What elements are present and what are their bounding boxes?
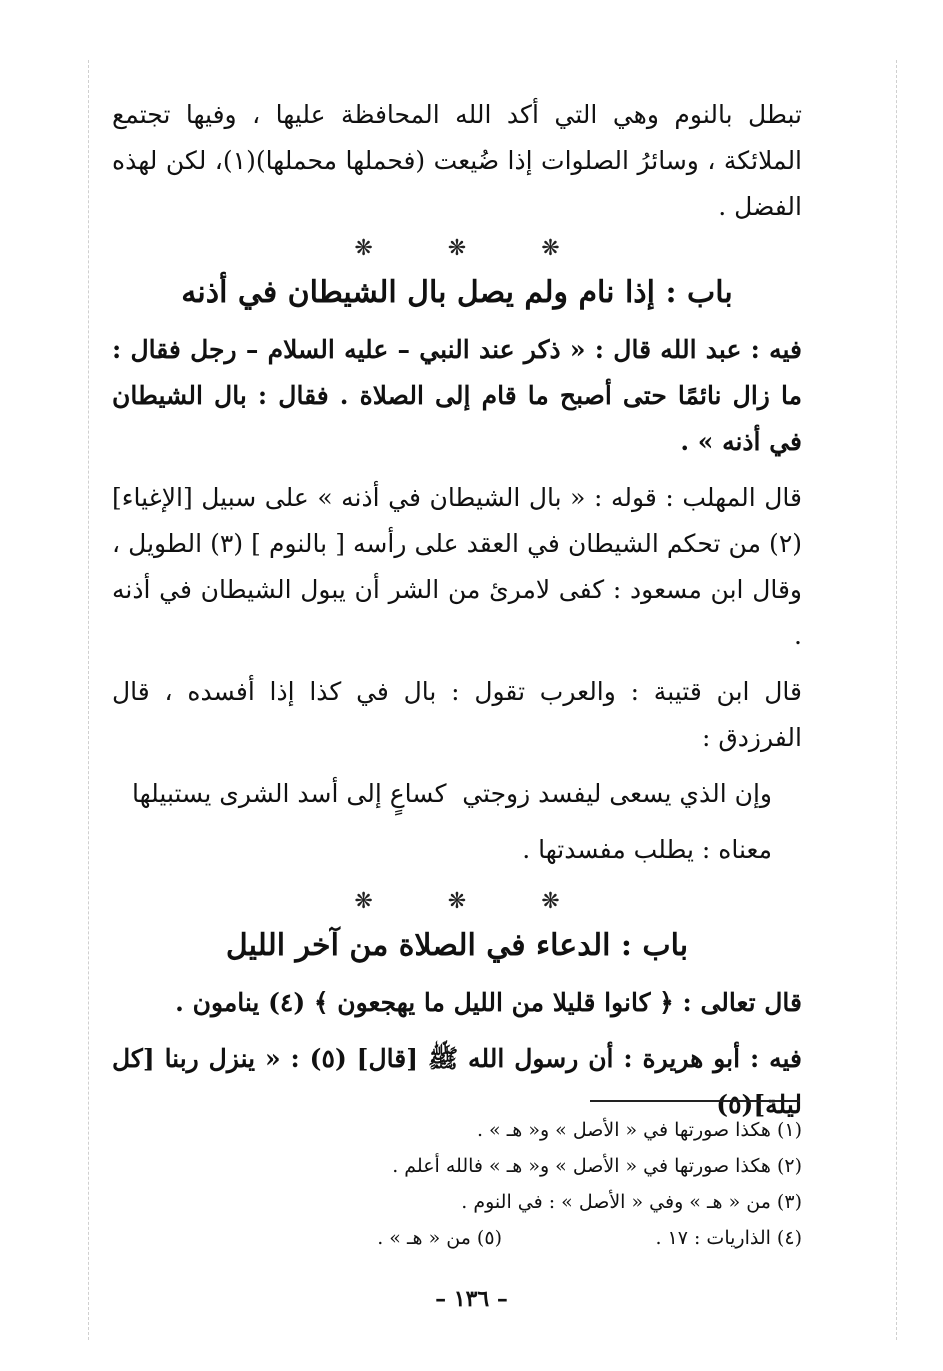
footnote-divider [590,1100,800,1102]
commentary-paragraph-1: قال المهلب : قوله : « بال الشيطان في أذنه » على سبيل [الإغياء](٢) من تحكم الشيطان في العقد على رأسه [ بالنوم ] (٣) الطويل ، وقال ابن مسعود : كفى لامرئ من الشر أن يبول الشيطان في أذنه . [112,483,803,650]
verse-second-hemistich: كساعٍ إلى أسد الشرى يستبيلها [132,779,447,808]
verse-explanation: معناه : يطلب مفسدتها . [522,835,772,864]
footnote-1: (١) هكذا صورتها في « الأصل » و« هـ » . [476,1119,802,1141]
star-ornament: ❋ [541,889,560,914]
footnote-5: (٥) من « هـ » . [377,1227,502,1249]
chapter-heading-1: باب : إذا نام ولم يصل بال الشيطان في أذنه [181,275,733,310]
footnotes [112,1112,802,1256]
opening-paragraph: تبطل بالنوم وهي التي أكد الله المحافظة عليها ، وفيها تجتمع الملائكة ، وسائرُ الصلوات إذا ضُيعت (فحملها محملها)(١)، لكن لهذه الفضل . [112,100,803,221]
left-margin-guide [88,60,89,1340]
section-separator-1 [112,236,802,261]
star-ornament: ❋ [447,889,467,914]
star-ornament: ❋ [447,236,467,261]
hadith-text-2: فيه : أبو هريرة : أن رسول الله ﷺ [قال] (٥) : « ينزل ربنا [كل ليلة](٥) [112,1044,802,1119]
quran-quote: قال تعالى : ﴿ كانوا قليلا من الليل ما يهجعون ﴾ (٤) ينامون . [175,988,802,1017]
main-text-column [112,92,802,1128]
right-margin-guide [896,60,897,1340]
footnote-3: (٣) من « هـ » وفي « الأصل » : في النوم . [461,1191,802,1213]
commentary-paragraph-2: قال ابن قتيبة : والعرب تقول : بال في كذا إذا أفسده ، قال الفرزدق : [112,677,802,752]
footnote-4: (٤) الذاريات : ١٧ . [655,1227,802,1249]
star-ornament: ❋ [354,236,373,261]
verse-first-hemistich: وإن الذي يسعى ليفسد زوجتي [462,779,772,808]
section-separator-2 [112,889,802,914]
footnote-2: (٢) هكذا صورتها في « الأصل » و« هـ » فالله أعلم . [392,1155,802,1177]
poetry-verse [112,771,802,817]
page-number: – ١٣٦ – [435,1286,508,1312]
star-ornament: ❋ [541,236,560,261]
footnote-row-4-5 [112,1220,802,1256]
star-ornament: ❋ [354,889,373,914]
hadith-text-1: فيه : عبد الله قال : « ذكر عند النبي – عليه السلام – رجل فقال : ما زال نائمًا حتى أصبح ما قام إلى الصلاة . فقال : بال الشيطان في أذنه » . [112,335,802,456]
chapter-heading-2: باب : الدعاء في الصلاة من آخر الليل [225,928,689,963]
